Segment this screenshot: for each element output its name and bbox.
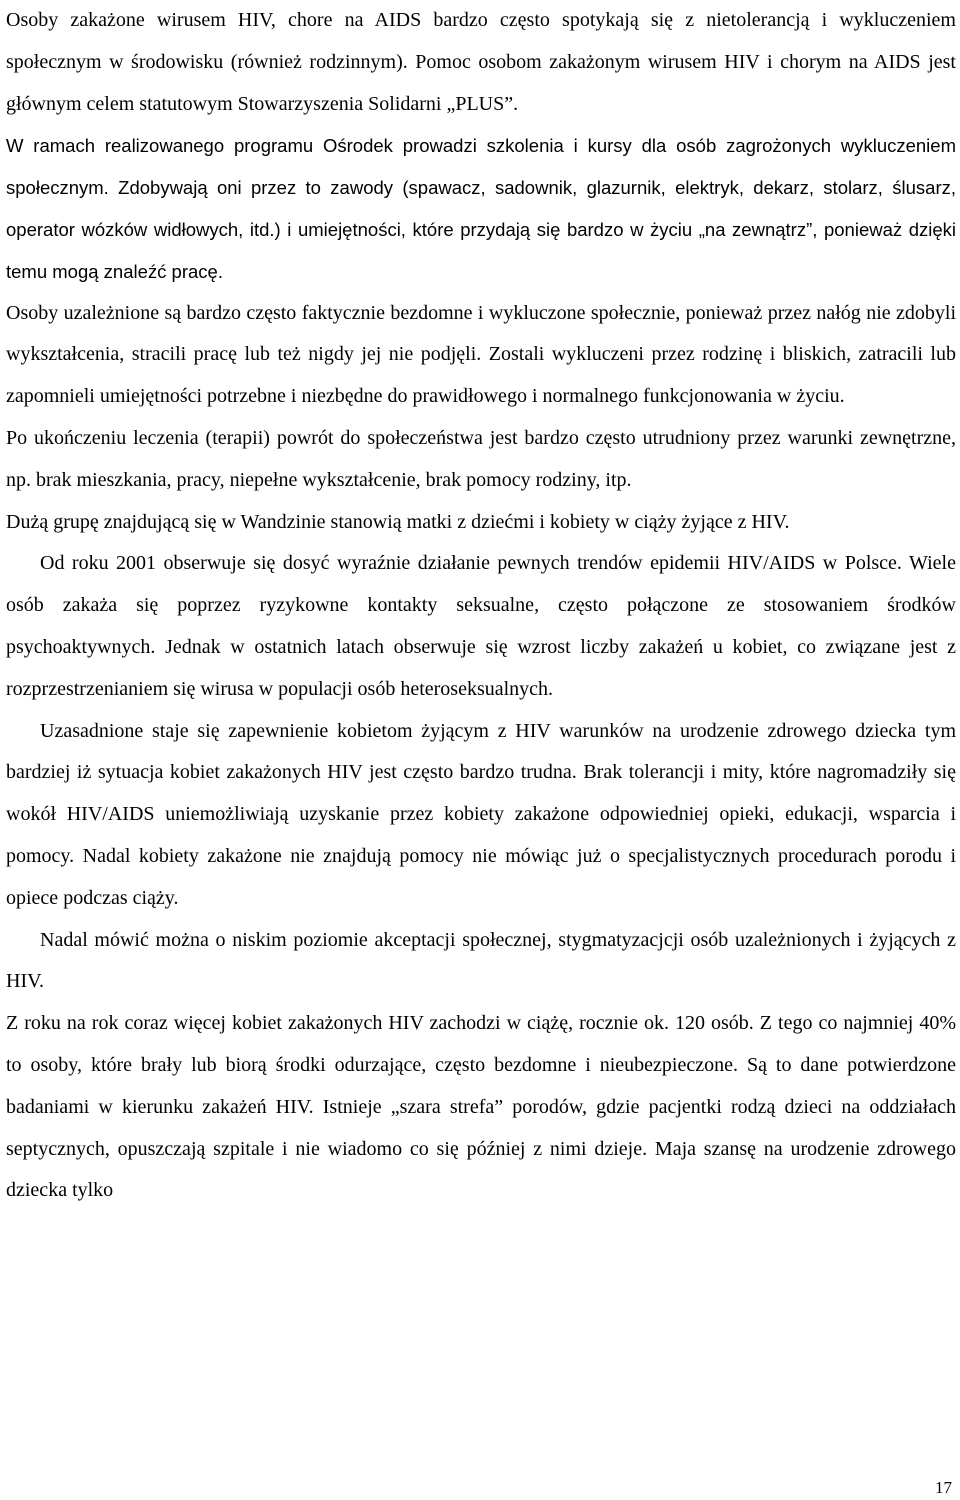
paragraph-addicted-persons: Osoby uzależnione są bardzo często faktycznie bezdomne i wykluczone społecznie, ponieważ przez nałóg nie zdobyli wykształcenia, stracili pracę lub też nigdy jej nie podjęli. Zostali wykluczeni przez rodzinę i bliskich, zatracili lub zapomnieli umiejętności potrzebne i niezbędne do prawidłowego i normalnego funkcjonowania w życiu. <box>6 301 956 408</box>
paragraph-pregnancies-statistics: Z roku na rok coraz więcej kobiet zakażonych HIV zachodzi w ciążę, rocznie ok. 120 osób. Z tego co najmniej 40% to osoby, które brały lub biorą środki odurzające, często bezdomne i nieubezpieczone. Są to dane potwierdzone badaniami w kierunku zakażeń HIV. Istnieje „szara strefa” porodów, gdzie pacjentki rodzą dzieci na oddziałach septycznych, opuszczają szpitale i nie wiadomo co się później z nimi dzieje. Maja szansę na urodzenie zdrowego dziecka tylko <box>6 1012 956 1202</box>
paragraph-epidemic-trends: Od roku 2001 obserwuje się dosyć wyraźnie działanie pewnych trendów epidemii HIV/AIDS w Polsce. Wiele osób zakaża się poprzez ryzykowne kontakty seksualne, często połączone ze stosowaniem środków psychoaktywnych. Jednak w ostatnich latach obserwuje się wzrost liczby zakażeń u kobiet, co związane jest z rozprzestrzenianiem się wirusa w populacji osób heteroseksualnych. <box>6 552 956 700</box>
paragraph-healthy-child: Uzasadnione staje się zapewnienie kobietom żyjącym z HIV warunków na urodzenie zdrowego dziecka tym bardziej iż sytuacja kobiet zakażonych HIV jest często bardzo trudna. Brak tolerancji i mity, które nagromadziły się wokół HIV/AIDS uniemożliwiają uzyskanie przez kobiety zakażone odpowiedniej opieki, edukacji, wsparcia i pomocy. Nadal kobiety zakażone nie znajdują pomocy nie mówiąc już o specjalistycznych procedurach porodu i opiece podczas ciąży. <box>6 719 956 909</box>
paragraph-mothers-group: Dużą grupę znajdującą się w Wandzinie stanowią matki z dziećmi i kobiety w ciąży żyjące z HIV. <box>6 510 790 533</box>
paragraph-hiv-intolerance: Osoby zakażone wirusem HIV, chore na AIDS bardzo często spotykają się z nietolerancją i wykluczeniem społecznym w środowisku (również rodzinnym). Pomoc osobom zakażonym wirusem HIV i chorym na AIDS jest głównym celem statutowym Stowarzyszenia Solidarni „PLUS”. <box>6 9 956 115</box>
page-number: 17 <box>935 1478 952 1497</box>
paragraph-low-acceptance: Nadal mówić można o niskim poziomie akceptacji społecznej, stygmatyzacjcji osób uzależnionych i żyjących z HIV. <box>6 928 956 993</box>
document-page <box>6 0 956 1500</box>
paragraph-after-treatment: Po ukończeniu leczenia (terapii) powrót do społeczeństwa jest bardzo często utrudniony przez warunki zewnętrzne, np. brak mieszkania, pracy, niepełne wykształcenie, brak pomocy rodziny, itp. <box>6 426 956 491</box>
document-body <box>6 0 956 1212</box>
paragraph-training-courses: W ramach realizowanego programu Ośrodek prowadzi szkolenia i kursy dla osób zagrożonych wykluczeniem społecznym. Zdobywają oni przez to zawody (spawacz, sadownik, glazurnik, elektryk, dekarz, stolarz, ślusarz, operator wózków widłowych, itd.) i umiejętności, które przydają się bardzo w życiu „na zewnątrz”, ponieważ dzięki temu mogą znaleźć pracę. <box>6 135 956 282</box>
